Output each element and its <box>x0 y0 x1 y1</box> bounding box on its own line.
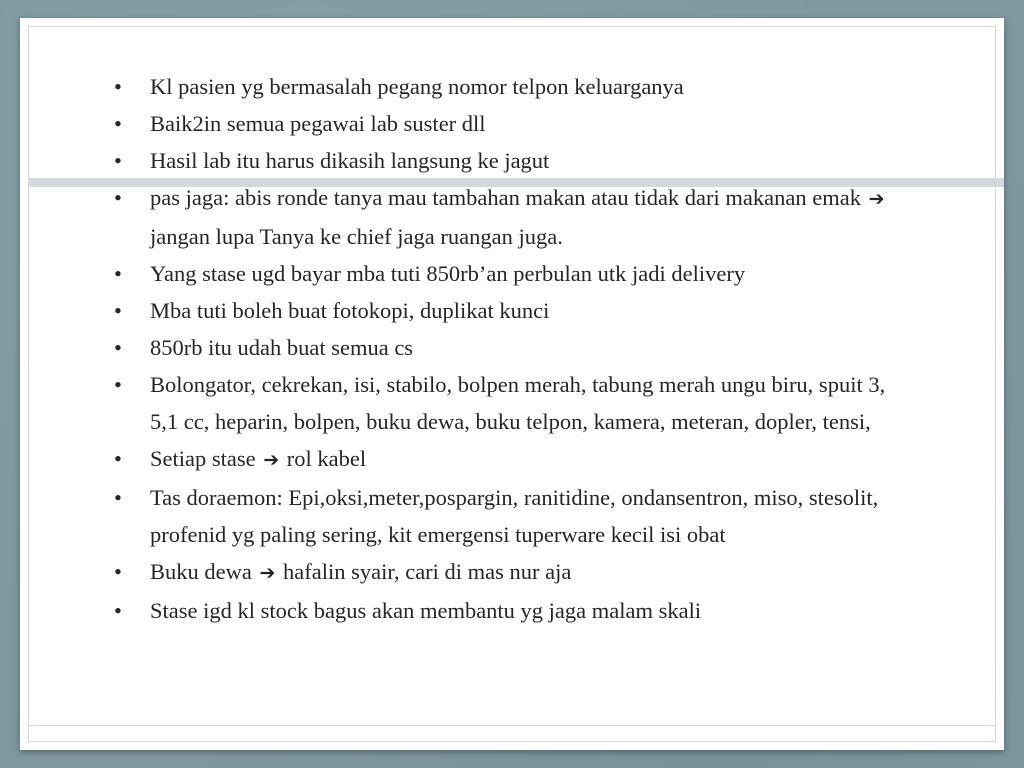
bullet-text: Yang stase ugd bayar mba tuti 850rb’an perbulan utk jadi delivery <box>150 261 746 286</box>
bullet-item <box>108 440 908 479</box>
bullet-item <box>108 68 908 105</box>
bullet-text: Setiap stase <box>150 446 256 471</box>
bullet-icon: • <box>114 446 122 471</box>
bullet-icon: • <box>114 559 122 584</box>
bullet-text: rol kabel <box>286 446 367 471</box>
bullet-icon: • <box>114 261 122 286</box>
bullet-item <box>108 142 908 179</box>
bullet-list <box>108 68 908 629</box>
bullet-icon: • <box>114 74 122 99</box>
bullet-item <box>108 292 908 329</box>
bullet-text: Kl pasien yg bermasalah pegang nomor telpon keluarganya <box>150 74 684 99</box>
bullet-text: hafalin syair, cari di mas nur aja <box>283 559 572 584</box>
slide-content <box>108 68 908 629</box>
bullet-item <box>108 179 908 255</box>
bullet-text: 850rb itu udah buat semua cs <box>150 335 414 360</box>
right-arrow-icon: ➔ <box>259 562 276 584</box>
bullet-icon: • <box>114 372 122 397</box>
bullet-item <box>108 329 908 366</box>
right-arrow-icon: ➔ <box>868 188 885 210</box>
bullet-text: Tas doraemon: Epi,oksi,meter,pospargin, ranitidine, ondansentron, miso, stesolit, profenid yg paling sering, kit emergensi tuperware kecil isi obat <box>150 485 879 547</box>
bullet-text: Baik2in semua pegawai lab suster dll <box>150 111 486 136</box>
bullet-text: pas jaga: abis ronde tanya mau tambahan makan atau tidak dari makanan emak <box>150 185 861 210</box>
bullet-item <box>108 366 908 440</box>
bullet-item <box>108 479 908 553</box>
bullet-icon: • <box>114 298 122 323</box>
bullet-text: jangan lupa Tanya ke chief jaga ruangan juga. <box>150 224 563 249</box>
bullet-icon: • <box>114 598 122 623</box>
footer-divider-line <box>28 725 996 726</box>
bullet-icon: • <box>114 148 122 173</box>
bullet-icon: • <box>114 335 122 360</box>
bullet-icon: • <box>114 485 122 510</box>
right-arrow-icon: ➔ <box>263 449 280 471</box>
bullet-item <box>108 255 908 292</box>
bullet-text: Bolongator, cekrekan, isi, stabilo, bolpen merah, tabung merah ungu biru, spuit 3, 5,1 cc, heparin, bolpen, buku dewa, buku telpon, kamera, meteran, dopler, tensi, <box>150 372 886 434</box>
bullet-text: Stase igd kl stock bagus akan membantu yg jaga malam skali <box>150 598 702 623</box>
bullet-icon: • <box>114 185 122 210</box>
bullet-text: Buku dewa <box>150 559 252 584</box>
bullet-text: Mba tuti boleh buat fotokopi, duplikat kunci <box>150 298 550 323</box>
slide <box>20 18 1004 750</box>
bullet-item <box>108 553 908 592</box>
bullet-item <box>108 592 908 629</box>
bullet-text: Hasil lab itu harus dikasih langsung ke jagut <box>150 148 550 173</box>
bullet-icon: • <box>114 111 122 136</box>
bullet-item <box>108 105 908 142</box>
